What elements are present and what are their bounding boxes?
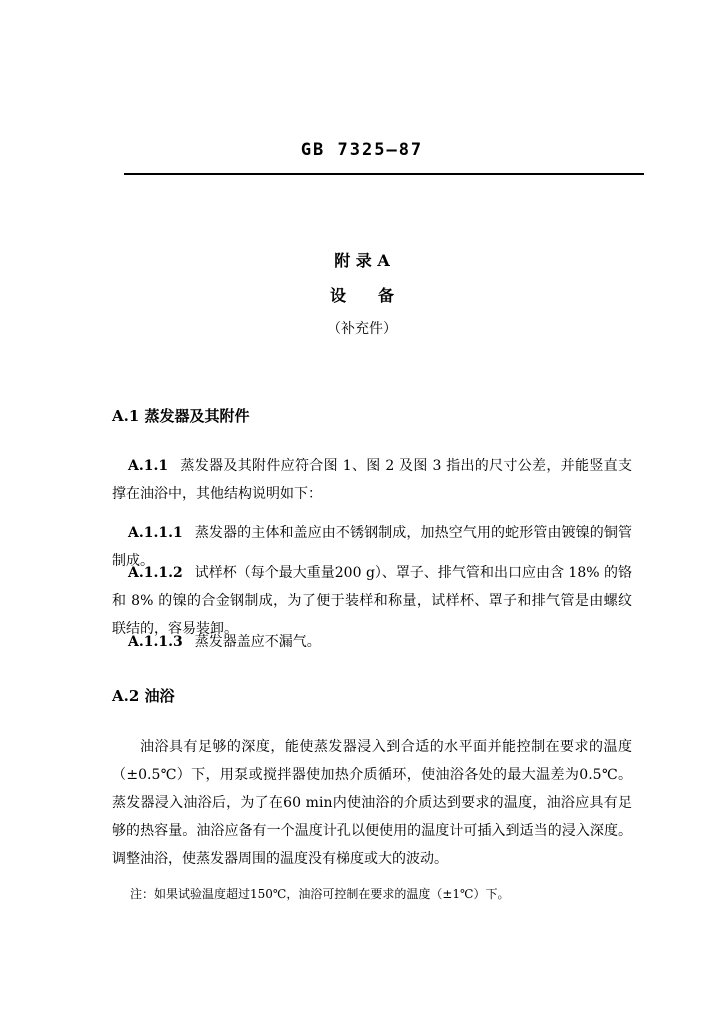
clause-number: A.1.1.3: [128, 634, 183, 650]
paragraph-a111: [112, 452, 632, 508]
clause-text: 蒸发器盖应不漏气。: [194, 634, 321, 650]
appendix-type: （补充件）: [327, 321, 397, 337]
clause-text: 试样杯（每个最大重量200 g）、罩子、排气管和出口应由含 18% 的铬和 8% 的镍的合金钢制成，为了便于装样和称量，试样杯、罩子和排气管是由螺纹联结的，容易装卸。: [112, 565, 632, 637]
clause-text: 蒸发器及其附件应符合图 1、图 2 及图 3 指出的尺寸公差，并能竖直支撑在油浴中，其他结构说明如下：: [112, 458, 632, 502]
clause-number: A.1.1.2: [128, 565, 183, 581]
section-a2-heading: A.2 油浴: [112, 687, 175, 705]
paragraph-a2: 油浴具有足够的深度，能使蒸发器浸入到合适的水平面并能控制在要求的温度（±0.5℃）下，用泵或搅拌器使加热介质循环，使油浴各处的最大温差为0.5℃。蒸发器浸入油浴后，为了在60 min内使油浴的介质达到要求的温度，油浴应具有足够的热容量。油浴应备有一个温度计孔以便使用的温度计可插入到适当的浸入深度。调整油浴，使蒸发器周围的温度没有梯度或大的波动。: [112, 739, 632, 867]
note: 注：如果试验温度超过150℃，油浴可控制在要求的温度（±1℃）下。: [130, 887, 510, 901]
paragraph-a1113: [112, 628, 632, 656]
clause-number: A.1.1.1: [128, 525, 183, 541]
header-rule: [124, 173, 644, 175]
section-a1-heading: A.1 蒸发器及其附件: [112, 407, 250, 425]
clause-text: 蒸发器的主体和盖应由不锈钢制成，加热空气用的蛇形管由镀镍的铜管制成。: [112, 525, 632, 569]
appendix-title: 附 录 A: [334, 251, 390, 270]
clause-number: A.1.1: [128, 458, 169, 474]
standard-number: GB 7325—87: [300, 140, 424, 160]
appendix-subtitle: 设 备: [329, 286, 394, 305]
